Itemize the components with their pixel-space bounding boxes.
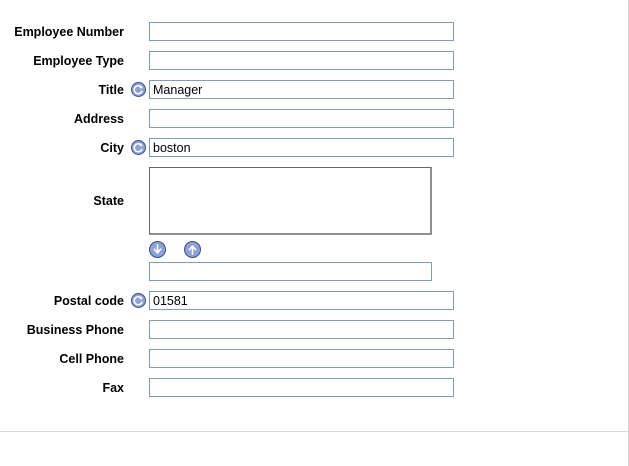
form-row-fax: [0, 376, 629, 399]
cell-phone-field-cell: [149, 349, 454, 368]
city-field-cell: [149, 138, 454, 157]
postal-code-field-cell: [149, 291, 454, 310]
business-phone-label: Business Phone: [26, 322, 124, 337]
form-row-state-secondary: [0, 260, 629, 283]
address-label: Address: [73, 111, 124, 126]
fax-label: Fax: [102, 380, 124, 395]
state-secondary-field-cell: [149, 262, 432, 281]
employee-type-label: Employee Type: [33, 53, 124, 68]
employee-number-label: Employee Number: [14, 24, 124, 39]
form-row-address: [0, 107, 629, 130]
business-phone-field-cell: [149, 320, 454, 339]
fax-field-cell: [149, 378, 454, 397]
employee-number-input[interactable]: [149, 22, 454, 41]
cell-phone-input[interactable]: [149, 349, 454, 368]
form-rows: [0, 20, 629, 405]
form-row-cell-phone: [0, 347, 629, 370]
address-field-cell: [149, 109, 454, 128]
arrow-down-circle-icon[interactable]: [149, 241, 166, 258]
form-row-business-phone: [0, 318, 629, 341]
state-label: State: [93, 194, 124, 208]
postal-code-label: Postal code: [53, 293, 124, 308]
employee-number-field-cell: [149, 22, 454, 41]
city-input[interactable]: [149, 138, 454, 157]
form-row-postal-code: [0, 289, 629, 312]
address-input[interactable]: [149, 109, 454, 128]
state-secondary-input[interactable]: [149, 262, 432, 281]
arrow-up-circle-icon[interactable]: [184, 241, 201, 258]
employee-type-field-cell: [149, 51, 454, 70]
refresh-circle-icon[interactable]: [128, 293, 149, 308]
title-label: Title: [98, 82, 124, 97]
refresh-circle-icon[interactable]: [128, 140, 149, 155]
title-input[interactable]: [149, 80, 454, 99]
cell-phone-label: Cell Phone: [59, 351, 124, 366]
fax-input[interactable]: [149, 378, 454, 397]
business-phone-input[interactable]: [149, 320, 454, 339]
form-row-employee-type: [0, 49, 629, 72]
city-label: City: [100, 140, 124, 155]
state-spinner-buttons: [0, 238, 629, 260]
employee-type-input[interactable]: [149, 51, 454, 70]
form-row-state: [0, 165, 629, 237]
title-field-cell: [149, 80, 454, 99]
state-field-cell: [149, 167, 432, 235]
form-row-title: [0, 78, 629, 101]
form-row-employee-number: [0, 20, 629, 43]
refresh-circle-icon[interactable]: [128, 82, 149, 97]
form-row-city: [0, 136, 629, 159]
state-listbox[interactable]: [149, 167, 432, 235]
postal-code-input[interactable]: [149, 291, 454, 310]
